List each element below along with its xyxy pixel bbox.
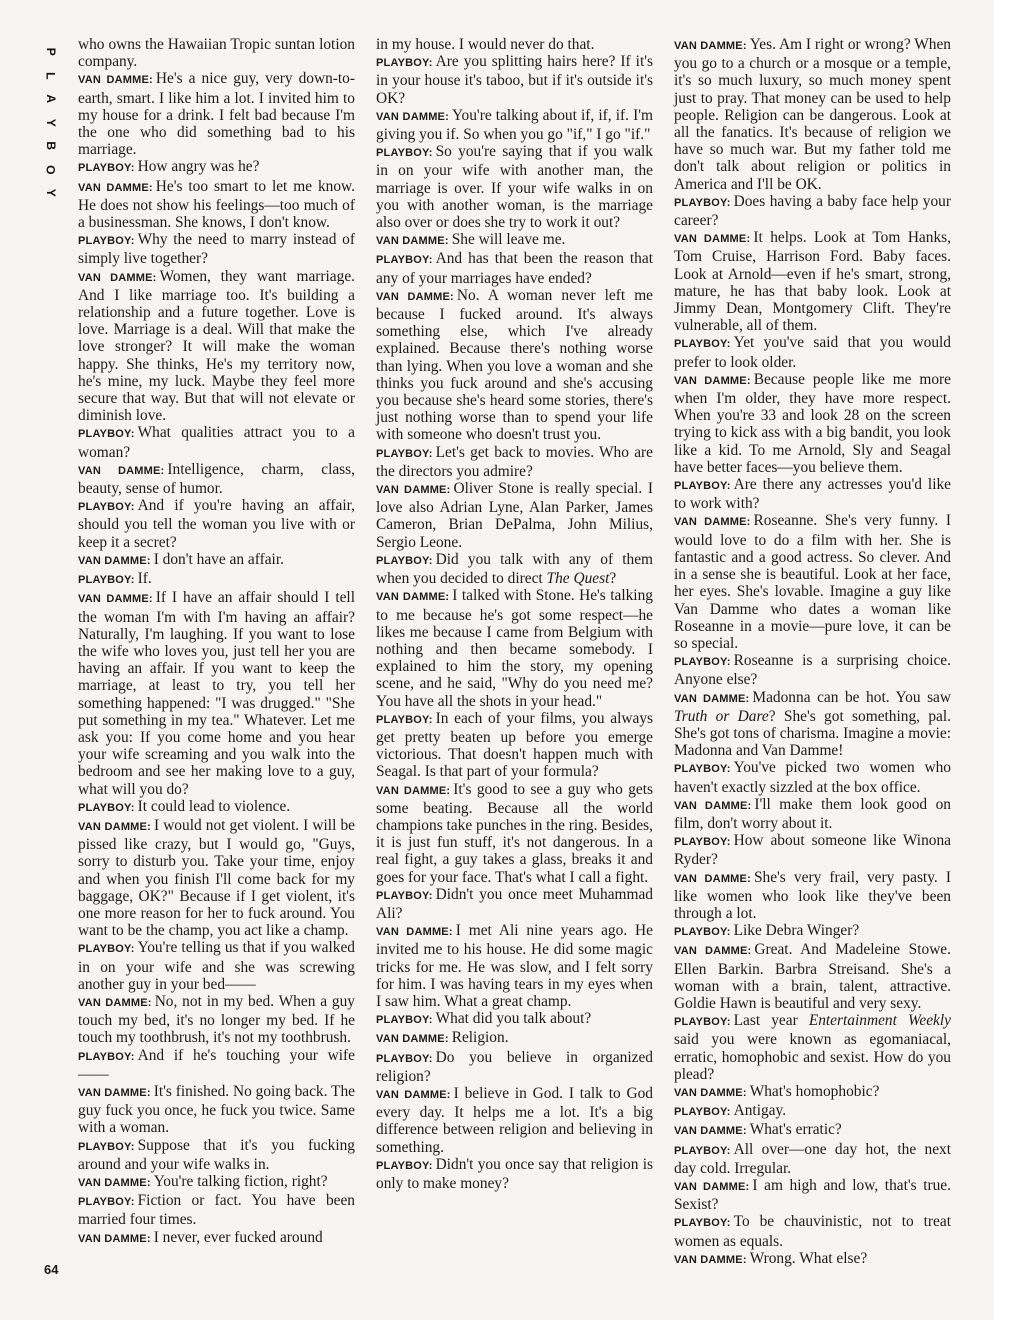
paragraph-text: It's good to see a guy who gets some beating. Because all the world champions take punches in the ring. Besides, it is just fun stuff, it's not dangerous. In a real fight, a guy takes a glass, breaks it and goes for your face. That's what I call a fight. <box>376 780 654 886</box>
title-italic: Entertainment Weekly <box>808 1012 951 1030</box>
interview-paragraph <box>376 886 653 922</box>
paragraph-text: And if you're having an affair, should you tell the woman you live with or keep it a secret? <box>78 497 355 551</box>
paragraph-text: You're talking about if, if, if. I'm giving you if. So when you go "if," I go "if." <box>376 106 653 144</box>
speaker-label: VAN DAMME: <box>674 1253 747 1266</box>
paragraph-text: Did you talk with any of them when you decided to direct <box>376 550 653 588</box>
speaker-label: VAN DAMME: <box>78 1086 151 1099</box>
speaker-label: PLAYBOY: <box>78 943 135 956</box>
interview-paragraph <box>78 1192 355 1228</box>
interview-paragraph <box>674 512 951 652</box>
paragraph-text-after: ? <box>609 570 617 588</box>
paragraph-text: It could lead to violence. <box>137 797 291 815</box>
paragraph-text: I believe in God. I talk to God every day. It helps me a lot. It's a big difference between religion and believing in something. <box>376 1084 653 1156</box>
interview-paragraph <box>376 922 653 1010</box>
interview-paragraph <box>674 371 951 476</box>
paragraph-text: I talked with Stone. He's talking to me because he's got some respect—he likes me because I came from Belgium with nothing and then became somebody. I explained to him the story, my opening scene, and he said, "Why do you need me? You have all the shots in your head." <box>376 587 653 710</box>
speaker-label: PLAYBOY: <box>376 1052 433 1065</box>
paragraph-text: Does having a baby face help your career? <box>674 192 951 230</box>
interview-paragraph <box>674 1121 951 1140</box>
interview-paragraph <box>78 268 355 425</box>
paragraph-text: Because people like me more when I'm older, they have more respect. When you're 33 and look 28 on the screen trying to kick ass with a big bandit, you look like a kid. To me Arnold, Sly and Seagal have better faces—you believe them. <box>674 370 951 476</box>
running-head-letter: P <box>43 47 58 56</box>
interview-paragraph <box>376 781 653 886</box>
paragraph-text: Do you believe in organized religion? <box>376 1048 653 1085</box>
speaker-label: PLAYBOY: <box>78 162 135 175</box>
speaker-label: PLAYBOY: <box>376 889 433 902</box>
paragraph-text: She will leave me. <box>451 231 566 249</box>
running-head-letter: O <box>43 164 58 174</box>
paragraph-text: Great. And Madeleine Stowe. Ellen Barkin. Barbra Streisand. She's a woman with a brain, talent, attractive. Goldie Hawn is beautiful and very sexy. <box>674 941 951 1012</box>
interview-paragraph <box>674 652 951 688</box>
speaker-label: PLAYBOY: <box>674 338 731 351</box>
interview-paragraph <box>376 587 653 709</box>
speaker-label: PLAYBOY: <box>674 196 731 209</box>
interview-paragraph <box>376 551 653 587</box>
paragraph-text: In each of your films, you always get pretty beaten up before you emerge victorious. That doesn't happen much with Seagal. Is that part of your formula? <box>376 709 653 781</box>
speaker-label: PLAYBOY: <box>78 1140 135 1153</box>
running-head <box>41 40 59 205</box>
interview-paragraph <box>78 798 355 817</box>
paragraph-text: You're telling us that if you walked in on your wife and she was screwing another guy in your bed—— <box>78 939 355 993</box>
interview-paragraph <box>78 1137 355 1173</box>
speaker-label: VAN DAMME: <box>78 593 153 606</box>
speaker-label: VAN DAMME: <box>376 784 451 797</box>
interview-paragraph <box>674 1250 951 1269</box>
speaker-label: PLAYBOY: <box>376 713 433 726</box>
interview-paragraph <box>376 480 653 551</box>
paragraph-text: Madonna can be hot. You saw <box>752 688 951 706</box>
page-margin <box>994 0 1020 1320</box>
paragraph-text: I am high and low, that's true. Sexist? <box>674 1177 951 1214</box>
speaker-label: PLAYBOY: <box>674 1217 731 1230</box>
interview-paragraph <box>376 1029 653 1048</box>
paragraph-text: Why the need to marry instead of simply live together? <box>78 231 355 268</box>
paragraph-text: Last year <box>733 1012 809 1030</box>
running-head-letter: B <box>43 141 58 151</box>
paragraph-text: I met Ali nine years ago. He invited me to his house. He did some magic tricks for me. He was slow, and I felt sorry for him. I was having tears in my eyes when I saw him. What a great champ. <box>376 922 653 1010</box>
speaker-label: PLAYBOY: <box>376 554 433 567</box>
speaker-label: VAN DAMME: <box>78 820 151 833</box>
speaker-label: VAN DAMME: <box>376 110 449 123</box>
paragraph-text: And if he's touching your wife—— <box>78 1046 355 1083</box>
running-head-letter: Y <box>43 188 58 197</box>
interview-paragraph <box>78 497 355 551</box>
speaker-label: VAN DAMME: <box>674 945 752 958</box>
paragraph-text: No. A woman never left me because I fucked around. It's always something else, which I've already explained. Because there's nothing worse than lying. When you love a woman and she thinks you fuck around and she's accusing you because she's heard some stories, there's just nothing worse than to spend your life with someone who doesn't trust you. <box>376 286 654 444</box>
interview-paragraph <box>376 250 653 286</box>
speaker-label: VAN DAMME: <box>674 1181 750 1193</box>
speaker-label: VAN DAMME: <box>674 1086 747 1099</box>
interview-paragraph <box>78 589 355 797</box>
speaker-label: PLAYBOY: <box>674 1144 731 1157</box>
interview-paragraph <box>674 476 951 512</box>
paragraph-text: He's a nice guy, very down-to-earth, smart. I like him a lot. I invited him to my house for a drink. I felt bad because I'm the one who did something bad to his marriage. <box>78 70 355 159</box>
paragraph-text: If. <box>137 570 152 588</box>
interview-paragraph <box>376 231 653 250</box>
text-column-3 <box>674 36 951 1269</box>
interview-paragraph <box>674 796 951 832</box>
paragraph-text: Women, they want marriage. And I like marriage too. It's building a relationship and a future together. Love is love. Marriage is a deal. Will that make the love stronger? It will make the woman happy. She thinks, He's my territory now, he's mine, my luck. Maybe they feel more secure that way. But that will not elevate or diminish love. <box>78 267 356 425</box>
speaker-label: PLAYBOY: <box>674 1016 731 1029</box>
paragraph-text: Let's get back to movies. Who are the directors you admire? <box>376 443 653 480</box>
paragraph-text: Fiction or fact. You have been married four times. <box>78 1192 355 1229</box>
interview-paragraph <box>674 759 951 795</box>
speaker-label: VAN DAMME: <box>78 1177 151 1189</box>
interview-paragraph <box>78 178 355 232</box>
running-head-letter: A <box>43 94 58 104</box>
paragraph-text: No, not in my bed. When a guy touch my bed, it's no longer my bed. If he touch my toothbrush, it's not my toothbrush. <box>78 992 355 1047</box>
interview-paragraph <box>376 53 653 107</box>
speaker-label: VAN DAMME: <box>78 464 165 477</box>
interview-paragraph <box>78 1173 355 1192</box>
paragraph-text: Roseanne is a surprising choice. Anyone else? <box>674 652 951 689</box>
interview-paragraph <box>376 1085 653 1156</box>
speaker-label: VAN DAMME: <box>674 692 750 705</box>
speaker-label: VAN DAMME: <box>674 872 751 885</box>
interview-paragraph <box>376 287 653 444</box>
interview-paragraph <box>78 461 355 497</box>
paragraph-text: Religion. <box>451 1029 509 1047</box>
interview-paragraph <box>376 1156 653 1192</box>
interview-paragraph <box>674 1213 951 1249</box>
interview-paragraph <box>78 70 355 158</box>
paragraph-text: She's very frail, very pasty. I like women who look like they've been through a lot. <box>674 868 951 922</box>
title-italic: Truth or Dare <box>674 707 769 725</box>
speaker-label: VAN DAMME: <box>78 1232 151 1245</box>
speaker-label: VAN DAMME: <box>674 374 751 387</box>
interview-paragraph <box>674 36 951 193</box>
speaker-label: VAN DAMME: <box>376 926 453 939</box>
paragraph-text: You've picked two women who haven't exactly sizzled at the box office. <box>674 759 951 796</box>
paragraph-text: Intelligence, charm, class, beauty, sense of humor. <box>78 460 355 498</box>
speaker-label: PLAYBOY: <box>78 574 135 587</box>
interview-paragraph <box>78 993 355 1047</box>
speaker-label: VAN DAMME: <box>78 996 152 1009</box>
interview-paragraph <box>376 1010 653 1029</box>
speaker-label: PLAYBOY: <box>376 447 433 460</box>
interview-paragraph <box>674 1177 951 1213</box>
speaker-label: PLAYBOY: <box>78 1196 135 1209</box>
interview-paragraph <box>674 1141 951 1177</box>
interview-paragraph <box>78 1229 355 1248</box>
paragraph-text: It helps. Look at Tom Hanks, Tom Cruise, Harrison Ford. Baby faces. Look at Arnold—even if he's smart, strong, mature, he has that baby look. Look at Jimmy Dean, Montgomery Clift. They're vulnerable, all of them. <box>674 229 951 335</box>
paragraph-text: Antigay. <box>733 1102 787 1120</box>
interview-paragraph <box>376 143 653 231</box>
speaker-label: PLAYBOY: <box>78 501 135 514</box>
paragraph-text: How angry was he? <box>137 158 260 176</box>
interview-paragraph <box>376 36 653 53</box>
paragraph-text: Are there any actresses you'd like to work with? <box>674 476 951 513</box>
interview-paragraph <box>78 231 355 267</box>
interview-paragraph <box>78 817 355 939</box>
speaker-label: VAN DAMME: <box>78 271 157 284</box>
speaker-label: PLAYBOY: <box>674 763 731 776</box>
speaker-label: PLAYBOY: <box>78 235 135 248</box>
speaker-label: VAN DAMME: <box>674 516 751 529</box>
speaker-label: VAN DAMME: <box>376 290 454 303</box>
paragraph-text: And has that been the reason that any of your marriages have ended? <box>376 250 653 287</box>
paragraph-text: I don't have an affair. <box>153 550 284 568</box>
paragraph-text: Suppose that it's you fucking around and your wife walks in. <box>78 1136 355 1173</box>
paragraph-text: You're talking fiction, right? <box>153 1173 328 1190</box>
speaker-label: PLAYBOY: <box>78 801 135 814</box>
speaker-label: VAN DAMME: <box>376 1088 451 1101</box>
paragraph-text: Didn't you once say that religion is only to make money? <box>376 1155 653 1192</box>
paragraph-text: Roseanne. She's very funny. I would love to do a film with her. She is fantastic and a good actress. So clever. And in a sense she is beautiful. Look at her face, her eyes. She's lovable. Imagine a guy like Van Damme who dates a woman like Roseanne in a movie—pure love, it can be so special. <box>674 512 951 652</box>
paragraph-text: I never, ever fucked around <box>153 1228 323 1246</box>
interview-paragraph <box>78 1047 355 1083</box>
speaker-label: VAN DAMME: <box>78 74 153 87</box>
title-italic: The Quest <box>546 570 610 588</box>
interview-paragraph <box>674 334 951 370</box>
speaker-label: PLAYBOY: <box>376 57 433 70</box>
speaker-label: VAN DAMME: <box>78 554 151 567</box>
text-column-1 <box>78 36 355 1248</box>
interview-paragraph <box>78 424 355 460</box>
paragraph-text: I'll make them look good on film, don't worry about it. <box>674 795 951 832</box>
speaker-label: VAN DAMME: <box>376 1033 449 1046</box>
speaker-label: PLAYBOY: <box>674 926 731 939</box>
paragraph-text: who owns the Hawaiian Tropic suntan lotion company. <box>78 36 355 71</box>
speaker-label: PLAYBOY: <box>674 1106 731 1119</box>
speaker-label: PLAYBOY: <box>78 1050 135 1063</box>
interview-paragraph <box>674 193 951 229</box>
paragraph-text-after: ? She's got something, pal. She's got tons of charisma. Imagine a movie: Madonna and Van Damme! <box>674 707 951 760</box>
speaker-label: PLAYBOY: <box>78 428 135 441</box>
speaker-label: VAN DAMME: <box>78 181 153 194</box>
interview-paragraph <box>674 1083 951 1102</box>
interview-paragraph <box>78 570 355 589</box>
speaker-label: PLAYBOY: <box>674 480 731 493</box>
speaker-label: PLAYBOY: <box>376 147 433 160</box>
speaker-label: VAN DAMME: <box>674 799 752 812</box>
paragraph-text: How about someone like Winona Ryder? <box>674 832 951 869</box>
interview-paragraph <box>674 689 951 760</box>
speaker-label: PLAYBOY: <box>376 1159 433 1172</box>
interview-paragraph <box>674 832 951 868</box>
interview-paragraph <box>376 444 653 480</box>
paragraph-text-after: said you were known as egomaniacal, erratic, homophobic and sexist. How do you plead? <box>674 1031 951 1083</box>
interview-paragraph <box>78 158 355 177</box>
paragraph-text: So you're saying that if you walk in on your wife with another man, the marriage is over. If your wife walks in on you with another woman, is the marriage also over or does she try to work it out? <box>376 143 653 232</box>
speaker-label: VAN DAMME: <box>674 40 747 52</box>
interview-paragraph <box>78 36 355 70</box>
interview-paragraph <box>78 939 355 993</box>
interview-paragraph <box>674 922 951 941</box>
interview-paragraph <box>674 1012 951 1083</box>
interview-paragraph <box>674 869 951 923</box>
paragraph-text: Oliver Stone is really special. I love also Adrian Lyne, Alan Parker, James Cameron, Brian DePalma, John Milius, Sergio Leone. <box>376 480 653 551</box>
paragraph-text: It's finished. No going back. The guy fuck you once, he fuck you twice. Same with a woman. <box>78 1082 355 1137</box>
paragraph-text: Are you splitting hairs here? If it's in your house it's taboo, but if it's outside it's OK? <box>376 53 653 107</box>
speaker-label: PLAYBOY: <box>376 1014 433 1027</box>
paragraph-text: To be chauvinistic, not to treat women as equals. <box>674 1213 951 1250</box>
interview-paragraph <box>674 229 951 334</box>
paragraph-text: Like Debra Winger? <box>733 922 860 940</box>
speaker-label: PLAYBOY: <box>674 836 731 849</box>
paragraph-text: Yes. Am I right or wrong? When you go to a church or a mosque or a temple, it's so much luxury, so much money spent just to pray. That money can be used to help people. Religion can be dangerous. Look at all the fanatics. It's because of religion we have so much war. But my father told me don't talk about religion or politics in America and I'll be OK. <box>674 36 951 193</box>
paragraph-text: All over—one day hot, the next day cold. Irregular. <box>674 1140 951 1177</box>
speaker-label: VAN DAMME: <box>376 235 449 248</box>
interview-paragraph <box>78 1083 355 1137</box>
paragraph-text: What did you talk about? <box>435 1010 592 1028</box>
running-head-letter: L <box>43 71 58 79</box>
paragraph-text: Wrong. What else? <box>749 1249 868 1267</box>
speaker-label: PLAYBOY: <box>376 254 433 267</box>
paragraph-text: What's homophobic? <box>749 1082 880 1100</box>
text-column-2 <box>376 36 653 1192</box>
speaker-label: VAN DAMME: <box>376 591 450 604</box>
interview-paragraph <box>376 107 653 143</box>
paragraph-text: Yet you've said that you would prefer to look older. <box>674 334 951 371</box>
paragraph-text: I would not get violent. I will be pissed like crazy, but I would go, "Guys, sorry to disturb you. Take your time, enjoy and when you finish I'll come back for my baggage, OK?" Because if I get violent, it's one more reason for her to fuck around. You want to be the champ, you act like a champ. <box>78 816 355 940</box>
interview-paragraph <box>376 710 653 781</box>
interview-paragraph <box>376 1049 653 1085</box>
running-head-letter: Y <box>43 118 58 127</box>
paragraph-text: He's too smart to let me know. He does not show his feelings—too much of a businessman. She knows, I don't know. <box>78 177 355 232</box>
paragraph-text: What qualities attract you to a woman? <box>78 424 355 461</box>
paragraph-text: What's erratic? <box>749 1121 842 1139</box>
interview-paragraph <box>674 1102 951 1121</box>
speaker-label: PLAYBOY: <box>674 656 731 669</box>
interview-paragraph <box>78 551 355 570</box>
interview-paragraph <box>674 941 951 1012</box>
paragraph-text: in my house. I would never do that. <box>376 36 595 53</box>
page-number: 64 <box>44 1262 59 1277</box>
paragraph-text: If I have an affair should I tell the woman I'm with I'm having an affair? Naturally, I'm laughing. If you want to lose the wife who loves you, just tell her you are having an affair. If you want to keep the marriage, at least to try, you tell her something happened: "I was drugged." "She put something in my tea." Whatever. Let me ask you: If you come home and you hear your wife screaming and you walk into the bedroom and see her making love to a guy, what will you do? <box>78 589 355 798</box>
speaker-label: VAN DAMME: <box>376 484 451 497</box>
speaker-label: VAN DAMME: <box>674 1125 747 1138</box>
speaker-label: VAN DAMME: <box>674 233 751 246</box>
paragraph-text: Didn't you once meet Muhammad Ali? <box>376 885 653 922</box>
